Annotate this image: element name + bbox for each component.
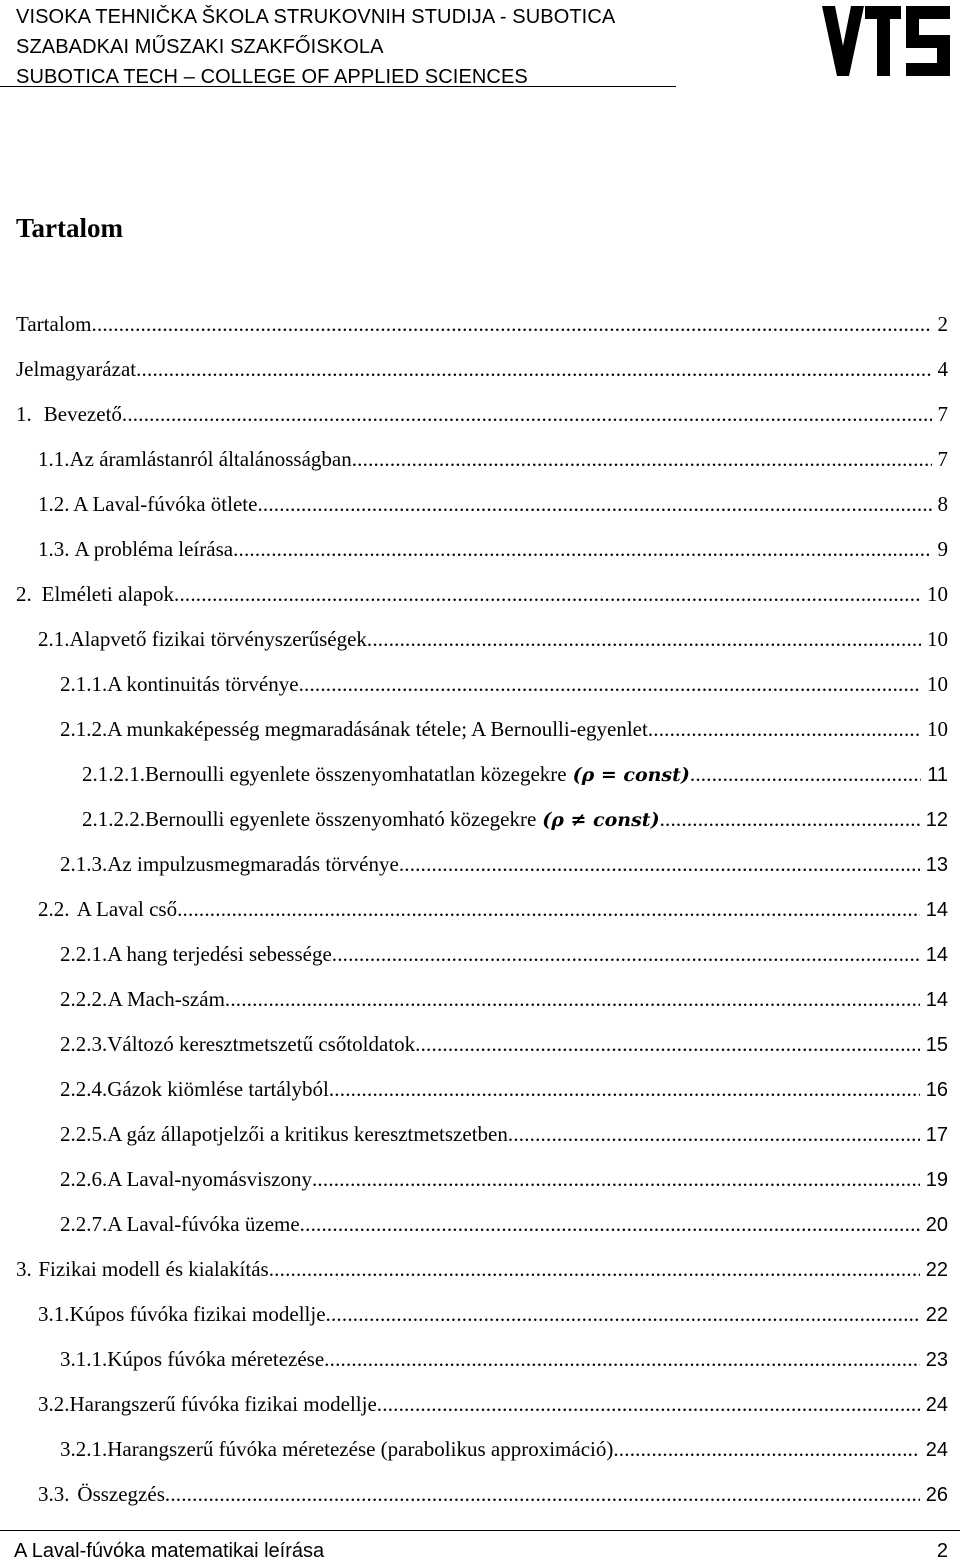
- toc-entry-title: Jelmagyarázat: [16, 357, 137, 381]
- toc-entry-title: A Laval-fúvóka ötlete: [73, 492, 258, 516]
- toc-dot-leader: [508, 1117, 920, 1151]
- toc-entry-title: Harangszerű fúvóka méretezése (parabolikus approximáció): [107, 1437, 614, 1461]
- toc-entry-title: Tartalom: [16, 312, 92, 336]
- toc-entry-page-number: 10: [927, 672, 948, 696]
- toc-dot-leader: [326, 1297, 920, 1331]
- toc-entry-title: A gáz állapotjelzői a kritikus keresztmetszetben: [107, 1122, 508, 1146]
- toc-dot-leader: [299, 667, 921, 701]
- toc-entry-page-number: 8: [937, 492, 948, 516]
- toc-dot-leader: [233, 532, 931, 566]
- toc-entry-page-number: 10: [927, 582, 948, 606]
- toc-dot-leader: [269, 1252, 920, 1286]
- toc-entry[interactable]: [38, 622, 948, 656]
- toc-entry-number: 2.2.: [38, 897, 70, 921]
- toc-entry-number: 3.2.: [38, 1392, 70, 1416]
- toc-entry[interactable]: [38, 442, 948, 476]
- toc-heading: Tartalom: [16, 213, 123, 243]
- toc-entry-page-number: 11: [927, 764, 948, 786]
- toc-entry-number: 2.1.2.2.: [82, 807, 145, 831]
- toc-entry-page-number: 9: [937, 537, 948, 561]
- toc-entry[interactable]: [16, 1252, 948, 1286]
- toc-entry-formula: (ρ ≠ const): [542, 809, 660, 831]
- toc-entry-title: A Laval-nyomásviszony: [107, 1167, 312, 1191]
- toc-dot-leader: [352, 442, 932, 476]
- toc-entry-number: 2.1.2.: [60, 717, 108, 741]
- toc-entry-title: Bevezető: [43, 402, 122, 426]
- toc-entry-title: Bernoulli egyenlete összenyomhatatlan közegekre: [145, 762, 567, 786]
- toc-entry-page-number: 2: [937, 312, 948, 336]
- toc-entry-page-number: 10: [927, 717, 948, 741]
- toc-entry-number: 2.1.1.: [60, 672, 108, 696]
- toc-entry-number: 2.2.2.: [60, 987, 108, 1011]
- toc-entry-title: Kúpos fúvóka fizikai modellje: [69, 1302, 326, 1326]
- toc-entry[interactable]: [60, 1117, 948, 1151]
- toc-entry-title: Az impulzusmegmaradás törvénye: [107, 852, 399, 876]
- institution-line-3: SUBOTICA TECH – COLLEGE OF APPLIED SCIENCES: [16, 66, 528, 88]
- toc-entry-title: Kúpos fúvóka méretezése: [107, 1347, 325, 1371]
- toc-entry-title: Harangszerű fúvóka fizikai modellje: [69, 1392, 377, 1416]
- toc-entry-page-number: 16: [925, 1079, 948, 1101]
- toc-dot-leader: [136, 352, 931, 386]
- toc-entry-page-number: 13: [925, 854, 948, 876]
- toc-dot-leader: [122, 397, 932, 431]
- toc-entry[interactable]: [60, 1072, 948, 1106]
- toc-dot-leader: [92, 307, 932, 341]
- institution-line-1: VISOKA TEHNIČKA ŠKOLA STRUKOVNIH STUDIJA - SUBOTICA: [16, 6, 616, 28]
- toc-dot-leader: [257, 487, 931, 521]
- toc-entry[interactable]: [60, 1342, 948, 1376]
- toc-entry-page-number: 12: [925, 809, 948, 831]
- toc-dot-leader: [177, 892, 920, 926]
- toc-dot-leader: [660, 802, 920, 836]
- toc-entry-title: Alapvető fizikai törvényszerűségek: [69, 627, 367, 651]
- toc-dot-leader: [415, 1027, 920, 1061]
- toc-dot-leader: [367, 622, 921, 656]
- toc-entry-title: Változó keresztmetszetű csőtoldatok: [107, 1032, 416, 1056]
- toc-entry-page-number: 10: [927, 627, 948, 651]
- toc-entry-title: A Mach-szám: [107, 987, 225, 1011]
- toc-entry[interactable]: [16, 397, 948, 431]
- toc-dot-leader: [399, 847, 920, 881]
- toc-entry-page-number: 26: [925, 1484, 948, 1506]
- toc-entry-number: 3.3.: [38, 1482, 70, 1506]
- toc-entry-page-number: 15: [925, 1034, 948, 1056]
- toc-dot-leader: [377, 1387, 920, 1421]
- toc-dot-leader: [329, 1072, 920, 1106]
- toc-entry-title: A kontinuitás törvénye: [107, 672, 299, 696]
- toc-dot-leader: [332, 937, 920, 971]
- toc-entry-number: 2.2.7.: [60, 1212, 108, 1236]
- toc-entry-page-number: 24: [925, 1439, 948, 1461]
- toc-entry[interactable]: [16, 307, 948, 341]
- toc-dot-leader: [324, 1342, 920, 1376]
- toc-entry[interactable]: [38, 487, 948, 521]
- footer-divider: [0, 1530, 960, 1531]
- toc-entry-number: 3.2.1.: [60, 1437, 108, 1461]
- toc-entry[interactable]: [60, 1207, 948, 1241]
- toc-entry-number: 2.2.1.: [60, 942, 108, 966]
- toc-entry-page-number: 14: [925, 899, 948, 921]
- toc-entry-number: 2.2.4.: [60, 1077, 108, 1101]
- toc-entry-title: A Laval cső: [76, 897, 178, 921]
- toc-entry-page-number: 14: [925, 944, 948, 966]
- toc-entry-page-number: 4: [937, 357, 948, 381]
- toc-entry[interactable]: [16, 352, 948, 386]
- toc-entry-number: 2.2.5.: [60, 1122, 108, 1146]
- toc-entry-title: Gázok kiömlése tartályból: [107, 1077, 329, 1101]
- toc-entry-number: 2.2.6.: [60, 1167, 108, 1191]
- toc-dot-leader: [613, 1432, 919, 1466]
- toc-entry[interactable]: [38, 532, 948, 566]
- toc-entry[interactable]: [38, 1477, 948, 1511]
- toc-entry-number: 1.1.: [38, 447, 70, 471]
- toc-entry-page-number: 23: [925, 1349, 948, 1371]
- toc-entry-number: 2.2.3.: [60, 1032, 108, 1056]
- toc-entry-number: 3.: [16, 1257, 32, 1281]
- toc-entry-title: A probléma leírása: [74, 537, 234, 561]
- toc-entry-title: Bernoulli egyenlete összenyomható közegekre: [145, 807, 537, 831]
- footer-title: A Laval-fúvóka matematikai leírása: [14, 1540, 325, 1562]
- toc-entry-number: 2.1.3.: [60, 852, 108, 876]
- toc-entry-title: Elméleti alapok: [41, 582, 174, 606]
- toc-entry-number: 3.1.: [38, 1302, 70, 1326]
- toc-entry-page-number: 22: [925, 1304, 948, 1326]
- vts-logo: [822, 6, 950, 76]
- toc-entry-page-number: 17: [925, 1124, 948, 1146]
- toc-entry-page-number: 19: [925, 1169, 948, 1191]
- toc-entry-page-number: 14: [925, 989, 948, 1011]
- toc-entry-number: 1.3.: [38, 537, 70, 561]
- toc-entry-formula: (ρ = const): [572, 764, 690, 786]
- toc-entry-title: A munkaképesség megmaradásának tétele; A Bernoulli-egyenlet: [107, 717, 648, 741]
- toc-entry[interactable]: [38, 892, 948, 926]
- institution-line-2: SZABADKAI MŰSZAKI SZAKFŐISKOLA: [16, 36, 384, 58]
- footer-page-number: 2: [936, 1540, 948, 1562]
- toc-entry-page-number: 22: [925, 1259, 948, 1281]
- toc-entry-number: 2.: [16, 582, 32, 606]
- toc-entry[interactable]: [60, 982, 948, 1016]
- page-header: [0, 0, 960, 90]
- toc-entry[interactable]: [82, 757, 948, 791]
- toc-dot-leader: [165, 1477, 920, 1511]
- toc-entry-number: 1.: [16, 402, 32, 426]
- institution-name: [16, 2, 615, 92]
- toc-entry[interactable]: [60, 1162, 948, 1196]
- toc-entry-number: 3.1.1.: [60, 1347, 108, 1371]
- toc-entry-page-number: 20: [925, 1214, 948, 1236]
- toc-entry-number: 2.1.: [38, 627, 70, 651]
- toc-entry[interactable]: [60, 712, 948, 746]
- toc-entry-page-number: 7: [937, 402, 948, 426]
- toc-dot-leader: [300, 1207, 920, 1241]
- toc-entry[interactable]: [60, 937, 948, 971]
- toc-entry-number: 1.2.: [38, 492, 70, 516]
- toc-entry[interactable]: [38, 1387, 948, 1421]
- toc-dot-leader: [312, 1162, 920, 1196]
- toc-entry[interactable]: [60, 847, 948, 881]
- toc-entry-title: A hang terjedési sebessége: [107, 942, 332, 966]
- toc-entry[interactable]: [60, 1027, 948, 1061]
- toc-entry-page-number: 7: [937, 447, 948, 471]
- toc-entry[interactable]: [16, 577, 948, 611]
- toc-entry-number: 2.1.2.1.: [82, 762, 145, 786]
- toc-entry[interactable]: [60, 1432, 948, 1466]
- toc-dot-leader: [225, 982, 920, 1016]
- header-divider: [0, 86, 676, 87]
- toc-entry-title: Összegzés: [77, 1482, 165, 1506]
- toc-entry[interactable]: [60, 667, 948, 701]
- toc-entry-title: Fizikai modell és kialakítás: [38, 1257, 269, 1281]
- toc-entry[interactable]: [82, 802, 948, 836]
- toc-entry-title: A Laval-fúvóka üzeme: [107, 1212, 300, 1236]
- toc-dot-leader: [174, 577, 921, 611]
- toc-entry-title: Az áramlástanról általánosságban: [69, 447, 352, 471]
- toc-entry-page-number: 24: [925, 1394, 948, 1416]
- toc-dot-leader: [648, 712, 921, 746]
- toc-entry[interactable]: [38, 1297, 948, 1331]
- toc-dot-leader: [690, 757, 921, 791]
